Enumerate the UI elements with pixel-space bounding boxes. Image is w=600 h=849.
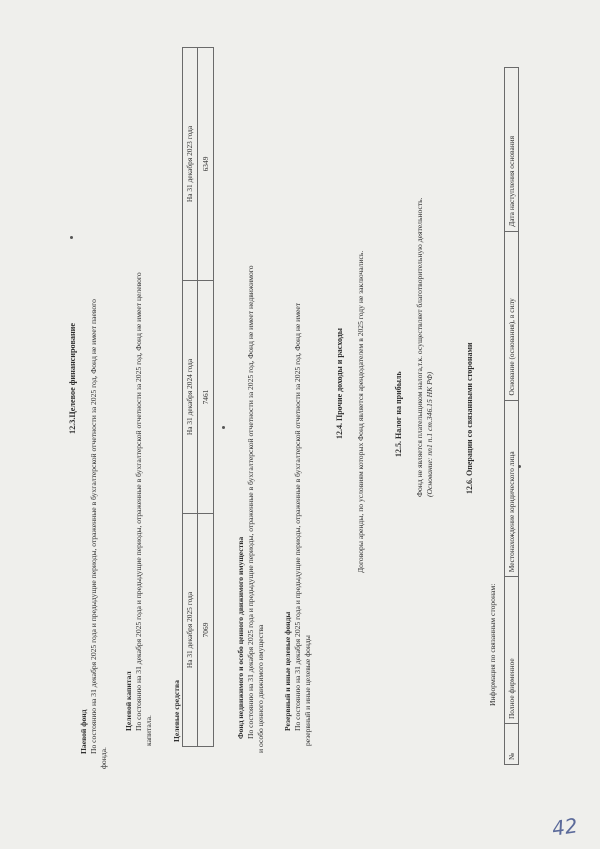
section-12-6-intro: Информация по связанным сторонам: xyxy=(488,583,497,706)
target-capital-title: Целевой капитал xyxy=(124,671,133,731)
pai-fund-text-end: фонда. xyxy=(99,747,108,769)
section-12-6-title: 12.6. Операции со связанными сторонами xyxy=(465,342,474,494)
funds-value-2025: 7069 xyxy=(198,514,214,747)
rp-col-number: № xyxy=(505,724,518,765)
section-12-4-text: Договоры аренды, по условиям которых Фонд является арендодателем в 2025 году не заключались. xyxy=(356,250,365,573)
section-12-5-text: Фонд не является плательщиком налога,т.к. осуществляет благотворительную деятельность. xyxy=(415,197,424,497)
scan-dot xyxy=(70,236,73,239)
section-12-5-title: 12.5. Налог на прибыль xyxy=(394,371,403,457)
funds-value-2024: 7461 xyxy=(198,281,214,514)
property-fund-text: По состоянию на 31 декабря 2025 года и предыдущие периоды, отраженные в бухгалтерской отчетности за 2025 год, Фонд не имеет недвижимого xyxy=(246,265,255,739)
rp-col-name: Полное фирменное xyxy=(505,577,518,724)
funds-table-title: Целевые средства xyxy=(172,680,181,742)
section-12-4-title: 12.4. Прочие доходы и расходы xyxy=(335,327,344,439)
funds-table xyxy=(182,47,214,747)
funds-table-header-row xyxy=(183,48,198,747)
reserve-fund-title: Резервный и иные целевые фонды xyxy=(283,611,292,731)
reserve-fund-text: По состоянию на 31 декабря 2025 года и предыдущие периоды, отраженные в бухгалтерской отчетности за 2025 год, Фонд не имеет xyxy=(293,302,302,731)
rp-col-basis: Основание (основания), в силу xyxy=(505,232,518,401)
section-12-3-title: 12.3.Целевое финансирование xyxy=(68,322,77,434)
funds-header-2024: На 31 декабря 2024 года xyxy=(183,281,198,514)
pai-fund-text: По состоянию на 31 декабря 2025 года и предыдущие периоды, отраженные в бухгалтерской отчетности за 2025 год, Фонд не имеет паевого xyxy=(89,299,98,754)
page-number: 42 xyxy=(550,813,579,841)
rp-col-date: Дата наступления основания xyxy=(505,68,518,232)
related-parties-table-header xyxy=(504,67,519,765)
property-fund-text-end: и особо ценного движимого имущества xyxy=(256,624,265,753)
property-fund-title: Фонд недвижимого и особо ценного движимого имущества xyxy=(236,536,245,739)
section-12-5-basis: (Основание: пп1 п.1 ст.346.15 НК РФ) xyxy=(425,371,434,497)
scan-dot xyxy=(518,465,521,468)
target-capital-text-end: капитала. xyxy=(144,715,153,746)
pai-fund-title: Паевой фонд xyxy=(79,709,88,754)
target-capital-text: По состоянию на 31 декабря 2025 года и предыдущие периоды, отраженные в бухгалтерской отчетности за 2025 год, Фонд не имеет целевого xyxy=(134,272,143,731)
reserve-fund-text-end: резервный и иные целевые фонды xyxy=(303,635,312,746)
funds-header-2023: На 31 декабря 2023 года xyxy=(183,48,198,281)
scan-dot xyxy=(222,426,225,429)
rp-col-location: Местонахождение юридического лица xyxy=(505,401,518,578)
funds-table-value-row xyxy=(198,48,214,747)
funds-value-2023: 6349 xyxy=(198,48,214,281)
funds-header-2025: На 31 декабря 2025 года xyxy=(183,514,198,747)
